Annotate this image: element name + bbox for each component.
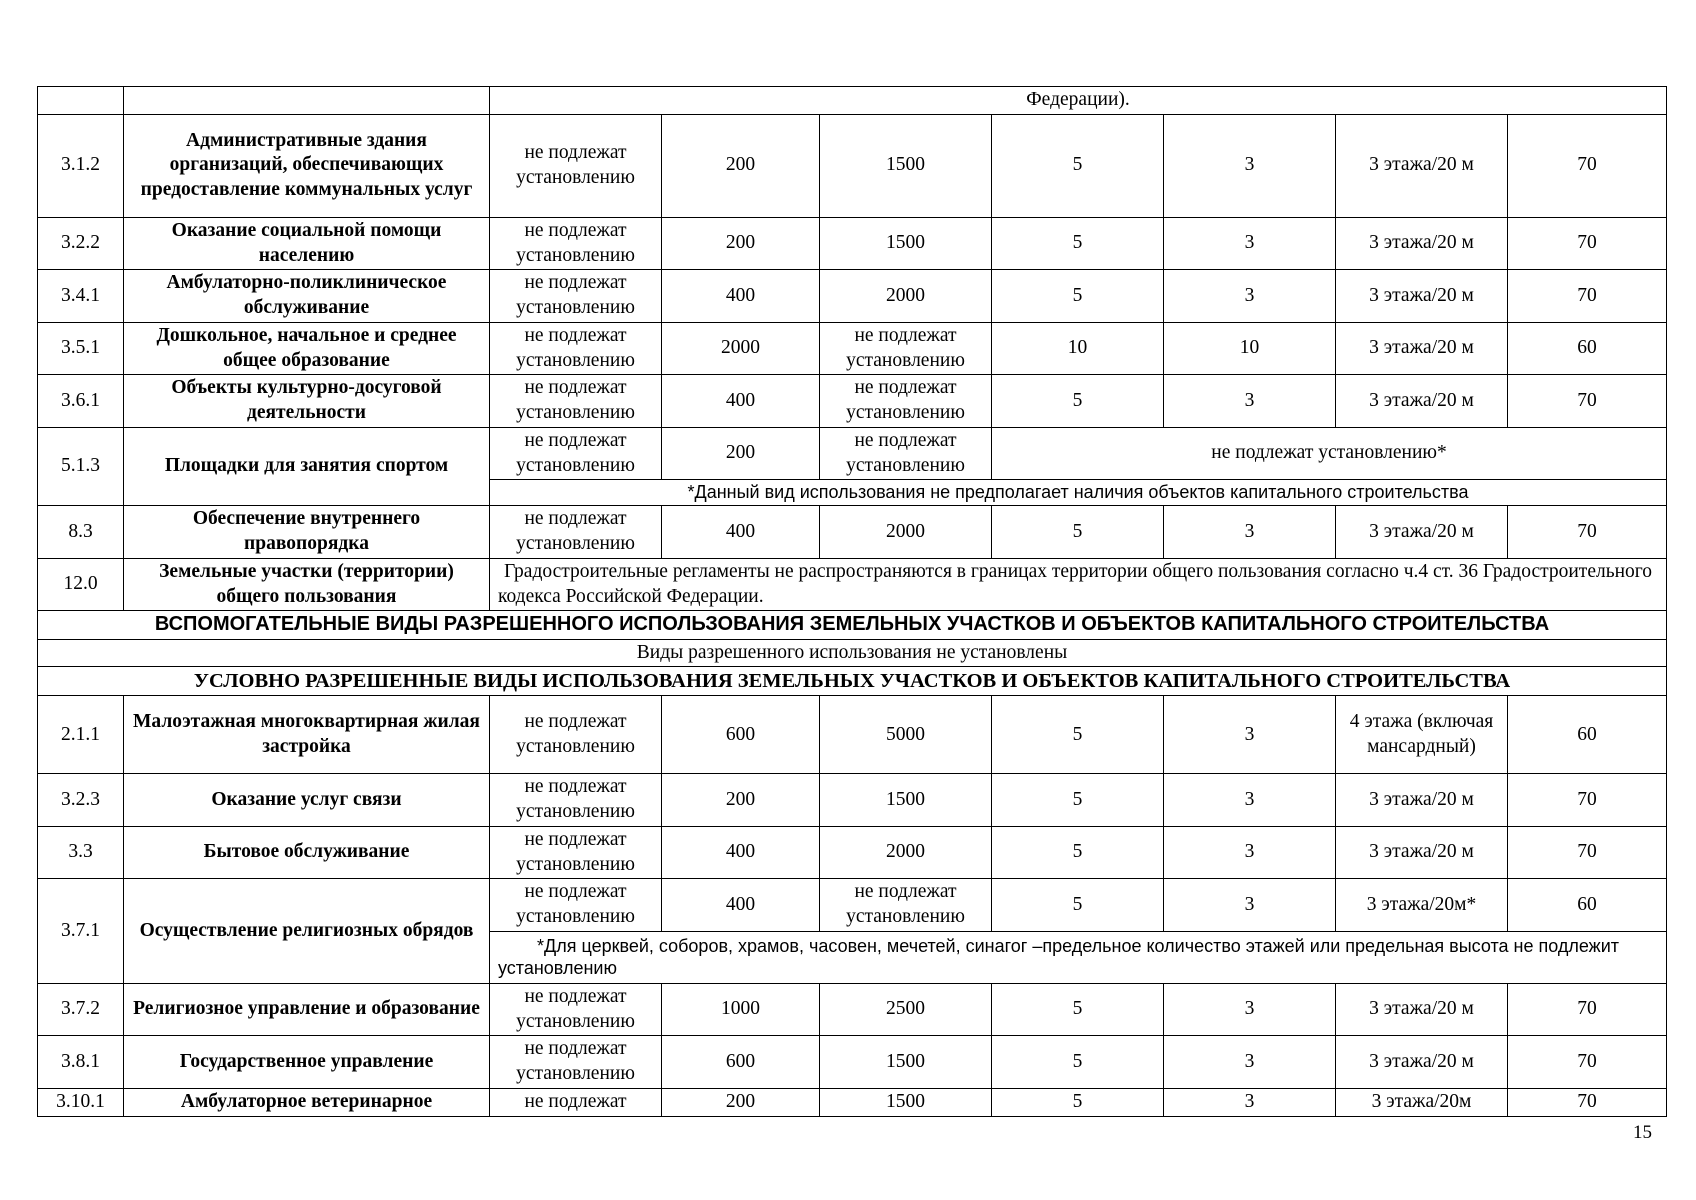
- name-cell: [124, 87, 490, 115]
- value-cell: не подлежат установлению: [490, 270, 662, 323]
- value-cell: не подлежат установлению: [490, 879, 662, 932]
- value-cell: 3: [1164, 217, 1336, 270]
- auxiliary-none-cell: Виды разрешенного использования не установлены: [38, 639, 1667, 667]
- name-cell: Обеспечение внутреннего правопорядка: [124, 506, 490, 559]
- value-cell: 600: [662, 696, 820, 774]
- value-cell: 5: [992, 1088, 1164, 1116]
- continuation-note: Федерации).: [490, 87, 1667, 115]
- code-cell: 5.1.3: [38, 427, 124, 506]
- section-header-row: [38, 667, 1667, 696]
- code-cell: 3.7.1: [38, 879, 124, 984]
- value-cell: 60: [1508, 696, 1667, 774]
- value-cell: 5: [992, 826, 1164, 879]
- name-cell: Осуществление религиозных обрядов: [124, 879, 490, 984]
- value-cell: 3 этажа/20 м: [1336, 826, 1508, 879]
- table-row: [38, 639, 1667, 667]
- value-cell: 5000: [820, 696, 992, 774]
- value-cell: не подлежат установлению: [490, 983, 662, 1036]
- value-cell: 3 этажа/20 м: [1336, 983, 1508, 1036]
- value-cell: 70: [1508, 114, 1667, 217]
- value-cell: 70: [1508, 826, 1667, 879]
- footnote-cell: *Данный вид использования не предполагает наличия объектов капитального строительства: [490, 480, 1667, 506]
- value-cell: 3 этажа/20м*: [1336, 879, 1508, 932]
- value-cell: 2000: [820, 270, 992, 323]
- value-cell: 5: [992, 114, 1164, 217]
- code-cell: 3.10.1: [38, 1088, 124, 1116]
- value-cell: 3: [1164, 983, 1336, 1036]
- value-cell: не подлежат установлению: [490, 826, 662, 879]
- value-cell: 200: [662, 774, 820, 827]
- value-cell: 4 этажа (включая мансардный): [1336, 696, 1508, 774]
- page-number: 15: [1633, 1122, 1652, 1143]
- value-cell: 1500: [820, 114, 992, 217]
- code-cell: [38, 87, 124, 115]
- code-cell: 3.2.3: [38, 774, 124, 827]
- value-cell: 70: [1508, 983, 1667, 1036]
- name-cell: Площадки для занятия спортом: [124, 427, 490, 506]
- value-cell: 60: [1508, 879, 1667, 932]
- table-row: [38, 1088, 1667, 1116]
- table-row: [38, 427, 1667, 480]
- table-row: [38, 375, 1667, 428]
- value-cell: не подлежат установлению: [490, 217, 662, 270]
- value-cell: 3: [1164, 826, 1336, 879]
- value-cell: 70: [1508, 217, 1667, 270]
- name-cell: Оказание услуг связи: [124, 774, 490, 827]
- value-cell: 3: [1164, 1036, 1336, 1089]
- value-cell: 3 этажа/20м: [1336, 1088, 1508, 1116]
- table-row: [38, 558, 1667, 611]
- value-cell: 5: [992, 217, 1164, 270]
- value-cell: 3 этажа/20 м: [1336, 774, 1508, 827]
- name-cell: Земельные участки (территории) общего пользования: [124, 558, 490, 611]
- value-cell: не подлежат установлению: [490, 114, 662, 217]
- value-cell: 5: [992, 270, 1164, 323]
- value-cell: не подлежат установлению: [820, 375, 992, 428]
- value-cell: 10: [992, 322, 1164, 375]
- value-cell: 200: [662, 114, 820, 217]
- value-cell: не подлежат установлению: [490, 696, 662, 774]
- table-row: [38, 774, 1667, 827]
- table-row: [38, 87, 1667, 115]
- value-cell: не подлежат установлению: [490, 427, 662, 480]
- value-cell: не подлежат установлению: [820, 427, 992, 480]
- table-row: [38, 983, 1667, 1036]
- value-cell: 3: [1164, 696, 1336, 774]
- value-cell: 1500: [820, 774, 992, 827]
- value-cell: не подлежат: [490, 1088, 662, 1116]
- section-header-auxiliary: ВСПОМОГАТЕЛЬНЫЕ ВИДЫ РАЗРЕШЕННОГО ИСПОЛЬЗОВАНИЯ ЗЕМЕЛЬНЫХ УЧАСТКОВ И ОБЪЕКТОВ КАПИТАЛЬНОГО СТРОИТЕЛЬСТВА: [38, 611, 1667, 639]
- table-row: [38, 1036, 1667, 1089]
- value-cell: не подлежат установлению: [490, 322, 662, 375]
- name-cell: Дошкольное, начальное и среднее общее образование: [124, 322, 490, 375]
- value-cell: 200: [662, 217, 820, 270]
- code-cell: 3.3: [38, 826, 124, 879]
- value-cell: 60: [1508, 322, 1667, 375]
- name-cell: Бытовое обслуживание: [124, 826, 490, 879]
- code-cell: 2.1.1: [38, 696, 124, 774]
- value-cell: 1000: [662, 983, 820, 1036]
- value-cell: 70: [1508, 1036, 1667, 1089]
- code-cell: 3.5.1: [38, 322, 124, 375]
- value-cell: 200: [662, 1088, 820, 1116]
- value-cell: не подлежат установлению: [820, 322, 992, 375]
- footnote-cell: *Для церквей, соборов, храмов, часовен, мечетей, синагог –предельное количество этажей или предельная высота не подлежит установлению: [490, 931, 1667, 983]
- value-cell: 70: [1508, 375, 1667, 428]
- value-cell: 3 этажа/20 м: [1336, 322, 1508, 375]
- value-cell: 1500: [820, 1036, 992, 1089]
- value-cell: 3 этажа/20 м: [1336, 270, 1508, 323]
- code-cell: 3.8.1: [38, 1036, 124, 1089]
- table-row: [38, 506, 1667, 559]
- value-cell: 5: [992, 1036, 1164, 1089]
- code-cell: 3.4.1: [38, 270, 124, 323]
- value-cell: 2500: [820, 983, 992, 1036]
- name-cell: Малоэтажная многоквартирная жилая застройка: [124, 696, 490, 774]
- value-cell: 5: [992, 879, 1164, 932]
- code-cell: 3.2.2: [38, 217, 124, 270]
- name-cell: Религиозное управление и образование: [124, 983, 490, 1036]
- merged-value-cell: не подлежат установлению*: [992, 427, 1667, 480]
- value-cell: 5: [992, 983, 1164, 1036]
- value-cell: 2000: [662, 322, 820, 375]
- value-cell: 400: [662, 375, 820, 428]
- value-cell: 5: [992, 696, 1164, 774]
- value-cell: 70: [1508, 270, 1667, 323]
- value-cell: 3 этажа/20 м: [1336, 506, 1508, 559]
- value-cell: 3: [1164, 774, 1336, 827]
- value-cell: 200: [662, 427, 820, 480]
- value-cell: 400: [662, 270, 820, 323]
- table-row: [38, 696, 1667, 774]
- value-cell: 3 этажа/20 м: [1336, 217, 1508, 270]
- value-cell: не подлежат установлению: [820, 879, 992, 932]
- value-cell: 5: [992, 506, 1164, 559]
- section-header-row: [38, 611, 1667, 639]
- value-cell: 1500: [820, 1088, 992, 1116]
- table-row: [38, 322, 1667, 375]
- name-cell: Амбулаторно-поликлиническое обслуживание: [124, 270, 490, 323]
- code-cell: 8.3: [38, 506, 124, 559]
- value-cell: 3: [1164, 506, 1336, 559]
- code-cell: 12.0: [38, 558, 124, 611]
- value-cell: 70: [1508, 1088, 1667, 1116]
- value-cell: 3 этажа/20 м: [1336, 375, 1508, 428]
- value-cell: 3: [1164, 270, 1336, 323]
- regulations-table: [37, 86, 1667, 1117]
- code-cell: 3.1.2: [38, 114, 124, 217]
- value-cell: 2000: [820, 826, 992, 879]
- code-cell: 3.6.1: [38, 375, 124, 428]
- value-cell: 10: [1164, 322, 1336, 375]
- value-cell: 3 этажа/20 м: [1336, 1036, 1508, 1089]
- name-cell: Амбулаторное ветеринарное: [124, 1088, 490, 1116]
- regulation-text-cell: Градостроительные регламенты не распространяются в границах территории общего пользования согласно ч.4 ст. 36 Градостроительного кодекса Российской Федерации.: [490, 558, 1667, 611]
- value-cell: 2000: [820, 506, 992, 559]
- section-header-conditional: УСЛОВНО РАЗРЕШЕННЫЕ ВИДЫ ИСПОЛЬЗОВАНИЯ ЗЕМЕЛЬНЫХ УЧАСТКОВ И ОБЪЕКТОВ КАПИТАЛЬНОГО СТРОИТЕЛЬСТВА: [38, 667, 1667, 696]
- value-cell: 5: [992, 774, 1164, 827]
- value-cell: 70: [1508, 774, 1667, 827]
- value-cell: 3: [1164, 1088, 1336, 1116]
- table-row: [38, 114, 1667, 217]
- value-cell: не подлежат установлению: [490, 375, 662, 428]
- value-cell: не подлежат установлению: [490, 1036, 662, 1089]
- table-row: [38, 826, 1667, 879]
- table-row: [38, 270, 1667, 323]
- value-cell: 5: [992, 375, 1164, 428]
- value-cell: 400: [662, 826, 820, 879]
- value-cell: не подлежат установлению: [490, 774, 662, 827]
- name-cell: Объекты культурно-досуговой деятельности: [124, 375, 490, 428]
- value-cell: 600: [662, 1036, 820, 1089]
- value-cell: 3: [1164, 375, 1336, 428]
- table-row: [38, 217, 1667, 270]
- value-cell: не подлежат установлению: [490, 506, 662, 559]
- value-cell: 3 этажа/20 м: [1336, 114, 1508, 217]
- name-cell: Оказание социальной помощи населению: [124, 217, 490, 270]
- value-cell: 70: [1508, 506, 1667, 559]
- value-cell: 1500: [820, 217, 992, 270]
- name-cell: Государственное управление: [124, 1036, 490, 1089]
- table-row: [38, 879, 1667, 932]
- value-cell: 400: [662, 506, 820, 559]
- code-cell: 3.7.2: [38, 983, 124, 1036]
- value-cell: 3: [1164, 114, 1336, 217]
- value-cell: 3: [1164, 879, 1336, 932]
- name-cell: Административные здания организаций, обеспечивающих предоставление коммунальных услуг: [124, 114, 490, 217]
- value-cell: 400: [662, 879, 820, 932]
